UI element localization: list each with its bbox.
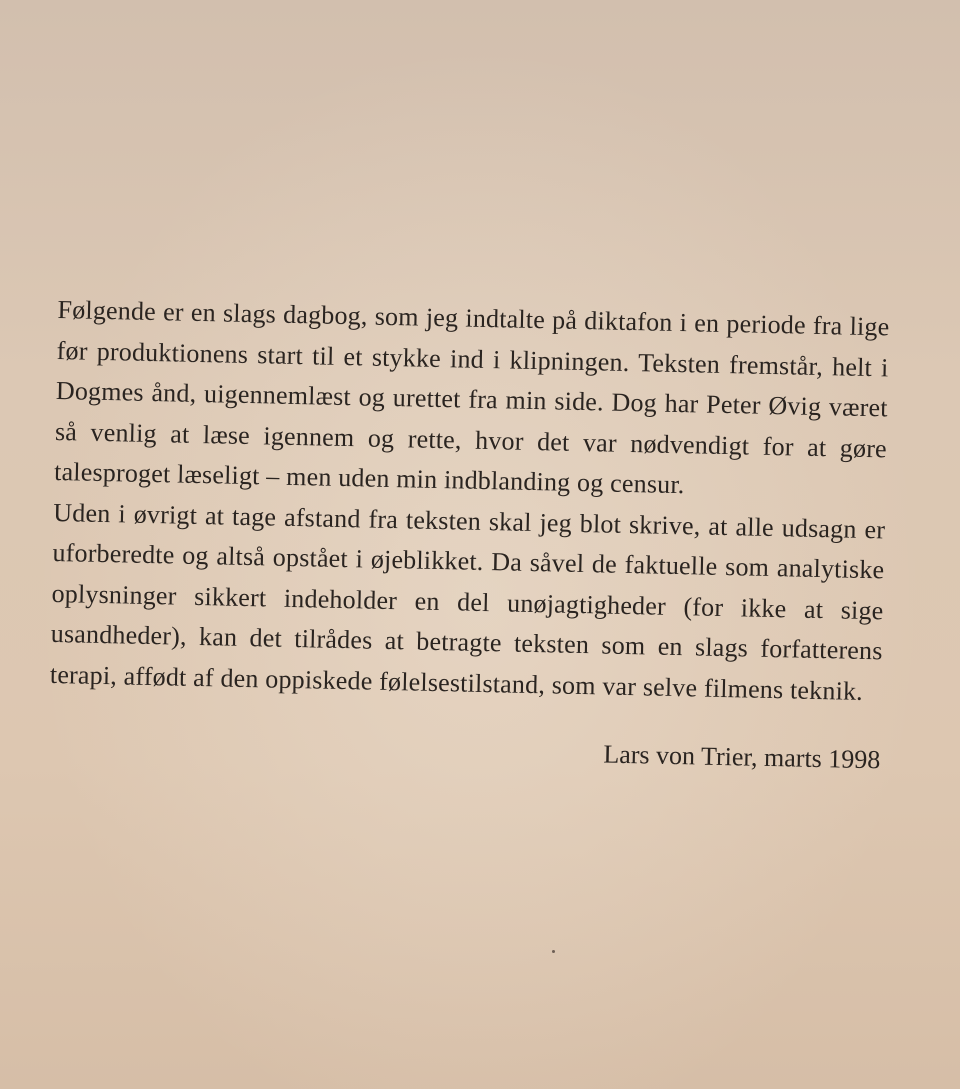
page-speck — [552, 950, 555, 953]
paragraph-1: Følgende er en slags dagbog, som jeg indtalte på diktafon i en periode fra lige før produktionens start til et stykke ind i klipningen. Teksten fremstår, helt i Dogmes ånd, uigennemlæst og urettet fra min side. Dog har Peter Øvig været så venlig at læse igennem og rette, hvor det var nødvendigt for at gøre talesproget læseligt – men uden min indblanding og censur. — [53, 294, 890, 500]
signature: Lars von Trier, marts 1998 — [603, 739, 881, 775]
paragraph-2: Uden i øvrigt at tage afstand fra teksten skal jeg blot skrive, at alle udsagn er uforberedte og altså opstået i øjeblikket. Da såvel de faktuelle som analytiske oplysninger sikkert indeholder en del unøjagtigheder (for ikke at sige usandheder), kan det tilrådes at betragte teksten som en slags forfatterens terapi, affødt af den oppiskede følelsestilstand, som var selve filmens teknik. — [49, 497, 886, 706]
text-block — [48, 290, 890, 780]
